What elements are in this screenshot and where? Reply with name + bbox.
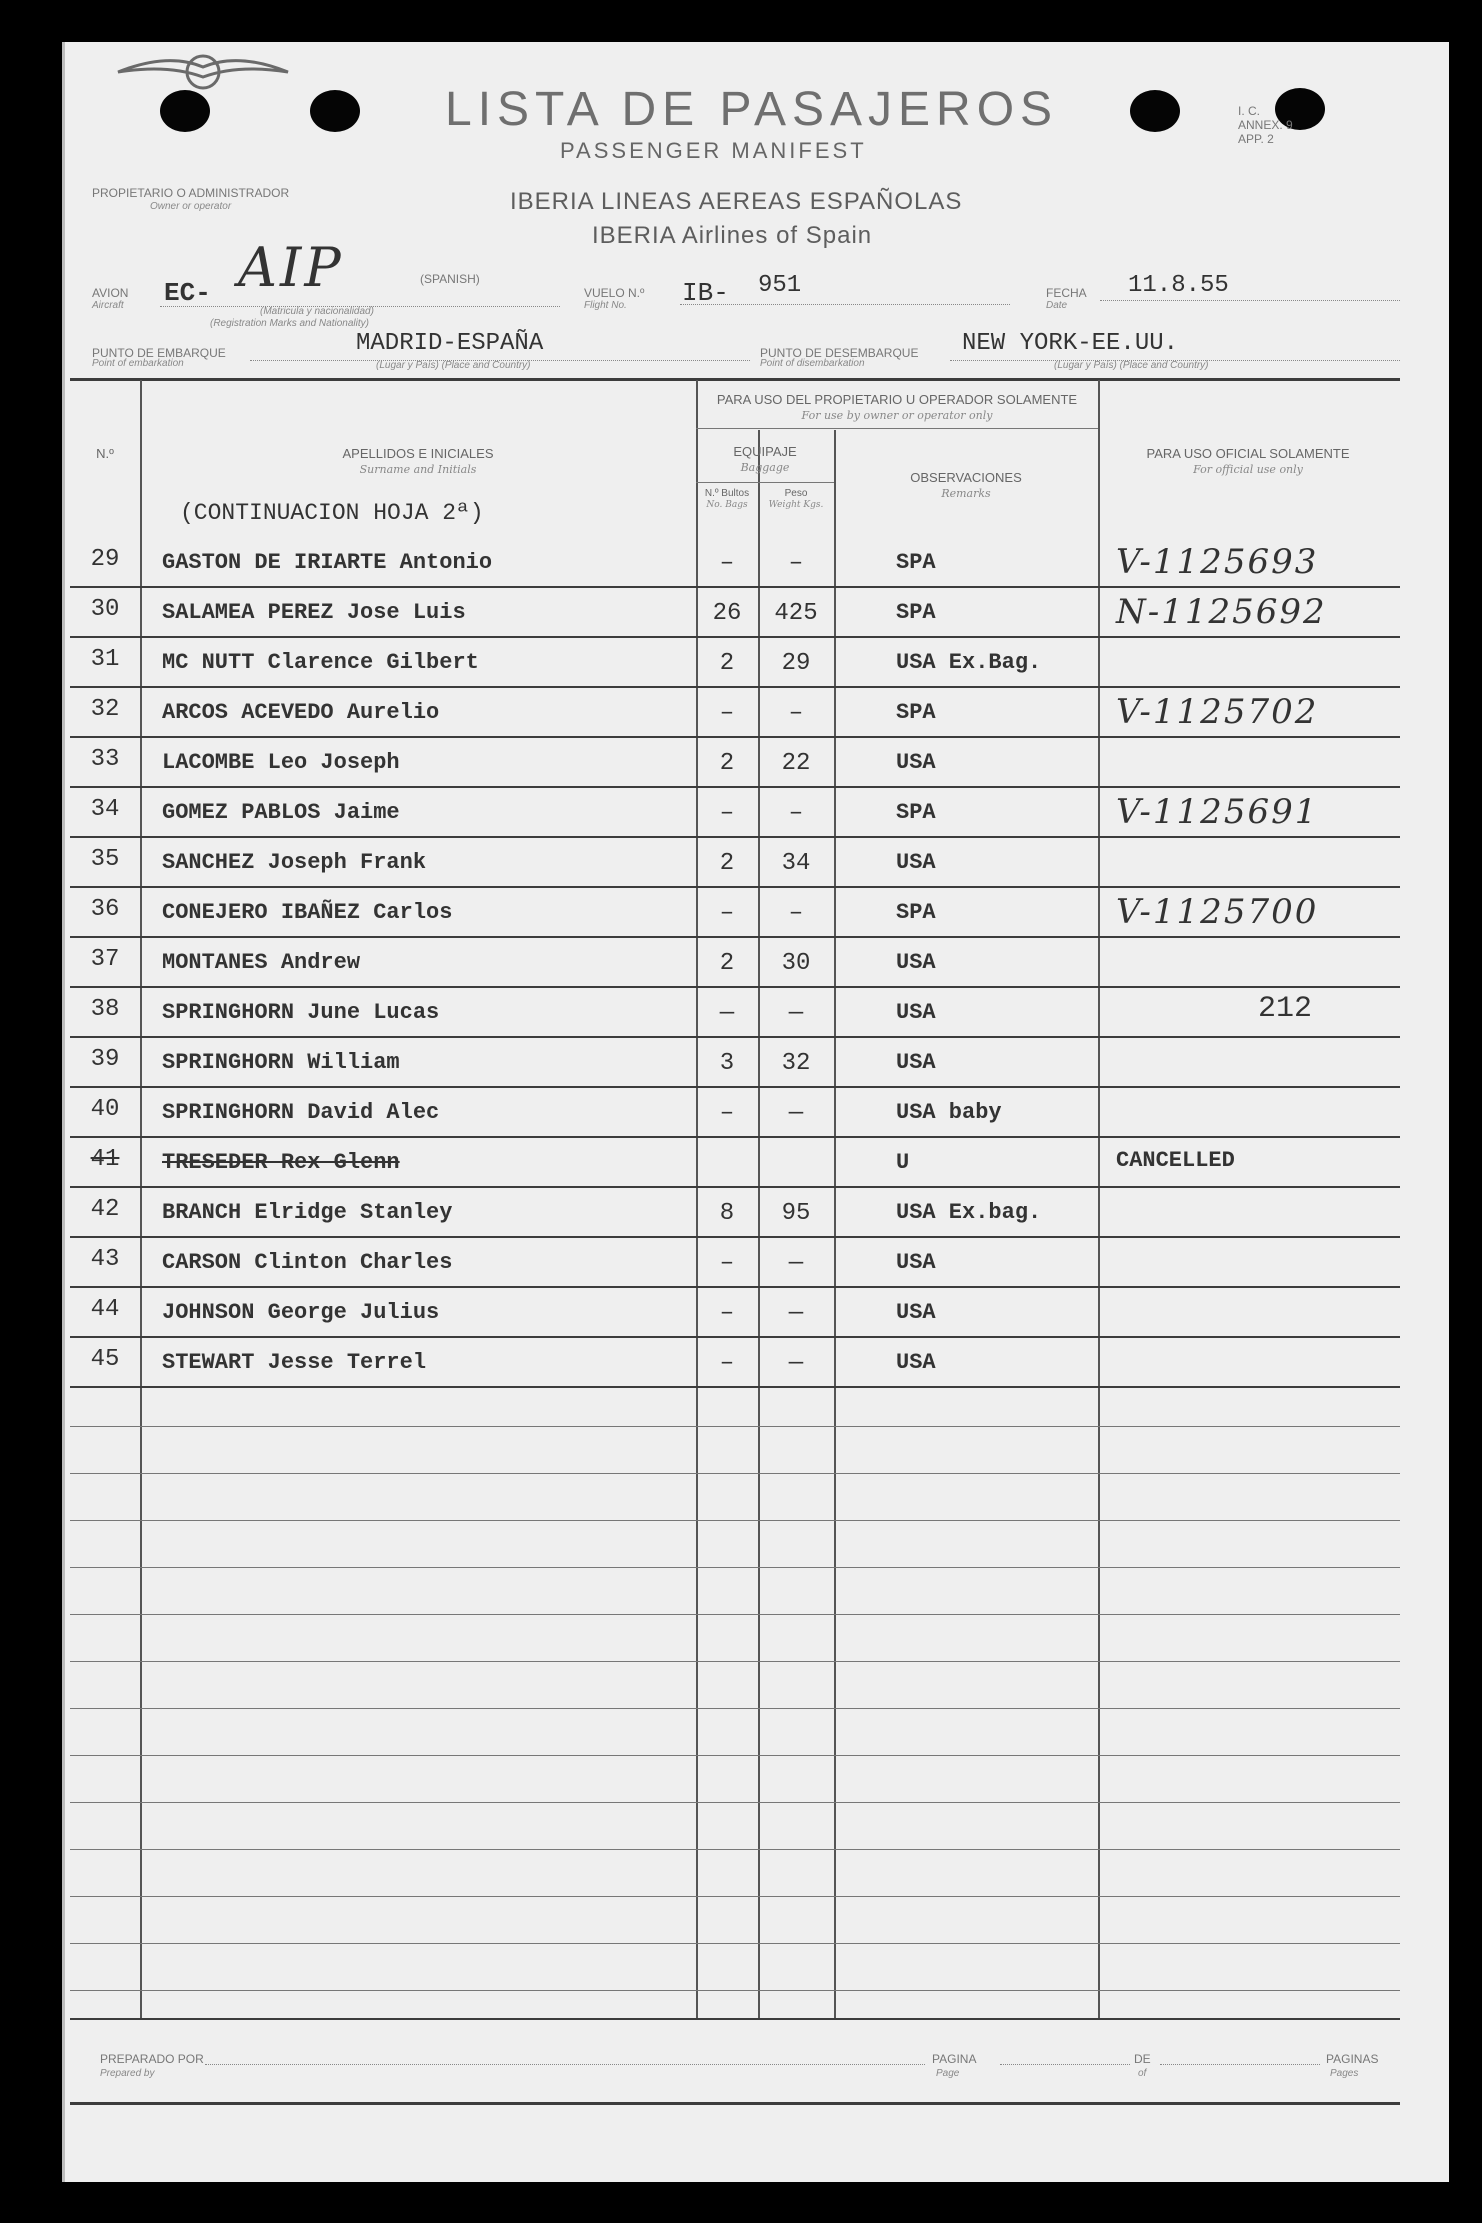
of-label-en: of bbox=[1138, 2068, 1147, 2079]
header-name: APELLIDOS E INICIALES Surname and Initials bbox=[342, 446, 494, 476]
header-owner-use: PARA USO DEL PROPIETARIO U OPERADOR SOLAMENTE For use by owner or operator only bbox=[716, 392, 1078, 422]
empty-row-divider bbox=[70, 1943, 1400, 1944]
passenger-name: SANCHEZ Joseph Frank bbox=[162, 850, 427, 875]
passenger-number: 35 bbox=[90, 846, 120, 873]
page-label: PAGINA bbox=[932, 2052, 977, 2066]
owner-label-en: Owner or operator bbox=[150, 201, 232, 212]
bag-count: 2 bbox=[719, 850, 735, 877]
aircraft-label-en: Aircraft bbox=[92, 300, 124, 311]
passenger-name: MC NUTT Clarence Gilbert bbox=[162, 650, 479, 675]
remarks: USA bbox=[896, 950, 936, 975]
header-baggage: EQUIPAJE Baggage bbox=[733, 444, 797, 474]
bag-weight: – bbox=[788, 800, 804, 827]
official-use: V-1125693 bbox=[1116, 542, 1319, 582]
empty-row-divider bbox=[70, 1614, 1400, 1615]
empty-row-divider bbox=[70, 1520, 1400, 1521]
flight-number: 951 bbox=[758, 272, 802, 299]
page-label-en: Page bbox=[936, 2068, 960, 2079]
bag-count: – bbox=[719, 550, 735, 577]
flight-label-en: Flight No. bbox=[584, 300, 627, 311]
place-note-disembark: (Lugar y País) (Place and Country) bbox=[1054, 360, 1209, 371]
remarks: USA bbox=[896, 1350, 936, 1375]
row-divider bbox=[70, 636, 1400, 638]
bag-count: 3 bbox=[719, 1050, 735, 1077]
row-divider bbox=[70, 586, 1400, 588]
header-no: N.º bbox=[96, 446, 114, 461]
remarks: SPA bbox=[896, 700, 936, 725]
passenger-name: MONTANES Andrew bbox=[162, 950, 361, 975]
row-divider bbox=[70, 1286, 1400, 1288]
bag-weight: 34 bbox=[781, 850, 811, 877]
empty-row-divider bbox=[70, 1567, 1400, 1568]
remarks: SPA bbox=[896, 600, 936, 625]
date-label-en: Date bbox=[1046, 300, 1068, 311]
embark-label: PUNTO DE EMBARQUE bbox=[92, 346, 226, 360]
passenger-number: 38 bbox=[90, 996, 120, 1023]
official-use: V-1125702 bbox=[1116, 692, 1319, 732]
row-divider bbox=[70, 1236, 1400, 1238]
empty-row-divider bbox=[70, 1661, 1400, 1662]
disembark-point: NEW YORK-EE.UU. bbox=[962, 330, 1179, 357]
aircraft-prefix: EC- bbox=[164, 278, 211, 308]
prepared-label-en: Prepared by bbox=[100, 2068, 155, 2079]
bag-weight: 22 bbox=[781, 750, 811, 777]
passenger-name: SALAMEA PEREZ Jose Luis bbox=[162, 600, 466, 625]
passenger-name: JOHNSON George Julius bbox=[162, 1300, 440, 1325]
official-use: V-1125700 bbox=[1116, 892, 1319, 932]
passenger-number: 43 bbox=[90, 1246, 120, 1273]
empty-row-divider bbox=[70, 1802, 1400, 1803]
official-use: N-1125692 bbox=[1116, 592, 1327, 632]
row-divider bbox=[70, 1136, 1400, 1138]
passenger-name: SPRINGHORN David Alec bbox=[162, 1100, 440, 1125]
row-divider bbox=[70, 936, 1400, 938]
passenger-name: STEWART Jesse Terrel bbox=[162, 1350, 427, 1375]
embark-point: MADRID-ESPAÑA bbox=[356, 330, 544, 357]
bag-count: — bbox=[719, 1000, 735, 1027]
passenger-name: GOMEZ PABLOS Jaime bbox=[162, 800, 400, 825]
header-weight: Peso Weight Kgs. bbox=[768, 488, 824, 510]
airline-name-en: IBERIA Airlines of Spain bbox=[592, 222, 873, 249]
remarks: USA bbox=[896, 1000, 936, 1025]
registration-note: (Matricula y nacionalidad) bbox=[260, 306, 374, 317]
official-use: CANCELLED bbox=[1116, 1148, 1235, 1173]
passenger-number: 41 bbox=[90, 1146, 120, 1173]
row-divider bbox=[70, 1336, 1400, 1338]
passenger-number: 40 bbox=[90, 1096, 120, 1123]
bag-weight: — bbox=[788, 1350, 804, 1377]
bag-weight: – bbox=[788, 700, 804, 727]
passenger-number: 45 bbox=[90, 1346, 120, 1373]
bag-weight: – bbox=[788, 900, 804, 927]
passenger-number: 34 bbox=[90, 796, 120, 823]
pages-label: PAGINAS bbox=[1326, 2052, 1379, 2066]
passenger-number: 31 bbox=[90, 646, 120, 673]
prepared-label: PREPARADO POR bbox=[100, 2052, 204, 2066]
bag-count: – bbox=[719, 1100, 735, 1127]
bag-count: 2 bbox=[719, 750, 735, 777]
bag-weight: — bbox=[788, 1000, 804, 1027]
registration-note-en: (Registration Marks and Nationality) bbox=[210, 318, 369, 329]
empty-row-divider bbox=[70, 1708, 1400, 1709]
row-divider bbox=[70, 1086, 1400, 1088]
of-label: DE bbox=[1134, 2052, 1151, 2066]
bag-count: 26 bbox=[712, 600, 742, 627]
bag-weight: 29 bbox=[781, 650, 811, 677]
flight-date: 11.8.55 bbox=[1128, 272, 1229, 299]
date-label: FECHA bbox=[1046, 286, 1087, 300]
airline-wings-logo-icon bbox=[108, 42, 298, 102]
header-official: PARA USO OFICIAL SOLAMENTE For official use only bbox=[1146, 446, 1350, 476]
row-divider bbox=[70, 836, 1400, 838]
passenger-name: SPRINGHORN June Lucas bbox=[162, 1000, 440, 1025]
bag-weight: — bbox=[788, 1100, 804, 1127]
passenger-number: 37 bbox=[90, 946, 120, 973]
remarks: USA Ex.Bag. bbox=[896, 650, 1042, 675]
bag-weight: — bbox=[788, 1300, 804, 1327]
embark-label-en: Point of embarkation bbox=[92, 358, 184, 369]
official-use: V-1125691 bbox=[1116, 792, 1319, 832]
passenger-number: 32 bbox=[90, 696, 120, 723]
punch-hole-center bbox=[310, 90, 360, 132]
flight-prefix: IB- bbox=[682, 278, 729, 308]
row-divider bbox=[70, 786, 1400, 788]
bag-count: – bbox=[719, 900, 735, 927]
passenger-name: CONEJERO IBAÑEZ Carlos bbox=[162, 900, 453, 925]
aircraft-nationality: (SPANISH) bbox=[420, 272, 480, 286]
aircraft-label: AVION bbox=[92, 286, 129, 300]
continuation-note: (CONTINUACION HOJA 2ª) bbox=[180, 500, 484, 526]
bag-count: 2 bbox=[719, 650, 735, 677]
bag-weight: — bbox=[788, 1250, 804, 1277]
empty-row-divider bbox=[70, 1849, 1400, 1850]
bag-count: – bbox=[719, 800, 735, 827]
bag-weight: 425 bbox=[774, 600, 818, 627]
remarks: USA Ex.bag. bbox=[896, 1200, 1042, 1225]
bag-count: – bbox=[719, 1250, 735, 1277]
empty-row-divider bbox=[70, 1990, 1400, 1991]
remarks: SPA bbox=[896, 550, 936, 575]
owner-label: PROPIETARIO O ADMINISTRADOR bbox=[92, 186, 290, 200]
punch-hole-right-1 bbox=[1130, 90, 1180, 132]
passenger-name: ARCOS ACEVEDO Aurelio bbox=[162, 700, 440, 725]
remarks: SPA bbox=[896, 900, 936, 925]
remarks: USA bbox=[896, 750, 936, 775]
manifest-subtitle: PASSENGER MANIFEST bbox=[560, 138, 867, 163]
header-pieces: N.º Bultos No. Bags bbox=[704, 488, 750, 510]
passenger-number: 36 bbox=[90, 896, 120, 923]
remarks: USA baby bbox=[896, 1100, 1002, 1125]
manifest-title: LISTA DE PASAJEROS bbox=[445, 83, 1059, 136]
disembark-label: PUNTO DE DESEMBARQUE bbox=[760, 346, 919, 360]
passenger-name: LACOMBE Leo Joseph bbox=[162, 750, 400, 775]
row-divider bbox=[70, 1386, 1400, 1388]
passenger-number: 29 bbox=[90, 546, 120, 573]
remarks: U bbox=[896, 1150, 910, 1175]
empty-row-divider bbox=[70, 1896, 1400, 1897]
row-divider bbox=[70, 986, 1400, 988]
aircraft-registration: AIP bbox=[238, 236, 344, 299]
passenger-number: 39 bbox=[90, 1046, 120, 1073]
pages-label-en: Pages bbox=[1330, 2068, 1359, 2079]
passenger-name: CARSON Clinton Charles bbox=[162, 1250, 453, 1275]
empty-row-divider bbox=[70, 1426, 1400, 1427]
passenger-name: TRESEDER Rex Glenn bbox=[162, 1150, 400, 1175]
passenger-number: 30 bbox=[90, 596, 120, 623]
bag-count: – bbox=[719, 700, 735, 727]
airline-name: IBERIA LINEAS AEREAS ESPAÑOLAS bbox=[510, 188, 963, 215]
annex-line-1: I. C. bbox=[1238, 104, 1261, 118]
bag-weight: 32 bbox=[781, 1050, 811, 1077]
remarks: USA bbox=[896, 1250, 936, 1275]
passenger-number: 33 bbox=[90, 746, 120, 773]
bag-weight: – bbox=[788, 550, 804, 577]
annex-line-3: APP. 2 bbox=[1238, 132, 1274, 146]
row-divider bbox=[70, 886, 1400, 888]
row-divider bbox=[70, 1186, 1400, 1188]
empty-row-divider bbox=[70, 1473, 1400, 1474]
place-note-embark: (Lugar y País) (Place and Country) bbox=[376, 360, 531, 371]
remarks: SPA bbox=[896, 800, 936, 825]
official-use: 212 bbox=[1258, 992, 1313, 1026]
bag-count: 2 bbox=[719, 950, 735, 977]
annex-line-2: ANNEX. 9 bbox=[1238, 118, 1293, 132]
flight-label: VUELO N.º bbox=[584, 286, 645, 300]
remarks: USA bbox=[896, 1050, 936, 1075]
bag-weight: 30 bbox=[781, 950, 811, 977]
passenger-number: 42 bbox=[90, 1196, 120, 1223]
header-remarks: OBSERVACIONES Remarks bbox=[910, 470, 1022, 500]
remarks: USA bbox=[896, 1300, 936, 1325]
bag-count: 8 bbox=[719, 1200, 735, 1227]
passenger-number: 44 bbox=[90, 1296, 120, 1323]
bag-weight: 95 bbox=[781, 1200, 811, 1227]
row-divider bbox=[70, 1036, 1400, 1038]
passenger-name: GASTON DE IRIARTE Antonio bbox=[162, 550, 493, 575]
bag-count: – bbox=[719, 1350, 735, 1377]
remarks: USA bbox=[896, 850, 936, 875]
bag-count: – bbox=[719, 1300, 735, 1327]
row-divider bbox=[70, 686, 1400, 688]
row-divider bbox=[70, 736, 1400, 738]
passenger-name: BRANCH Elridge Stanley bbox=[162, 1200, 453, 1225]
disembark-label-en: Point of disembarkation bbox=[760, 358, 865, 369]
empty-row-divider bbox=[70, 1755, 1400, 1756]
passenger-name: SPRINGHORN William bbox=[162, 1050, 400, 1075]
